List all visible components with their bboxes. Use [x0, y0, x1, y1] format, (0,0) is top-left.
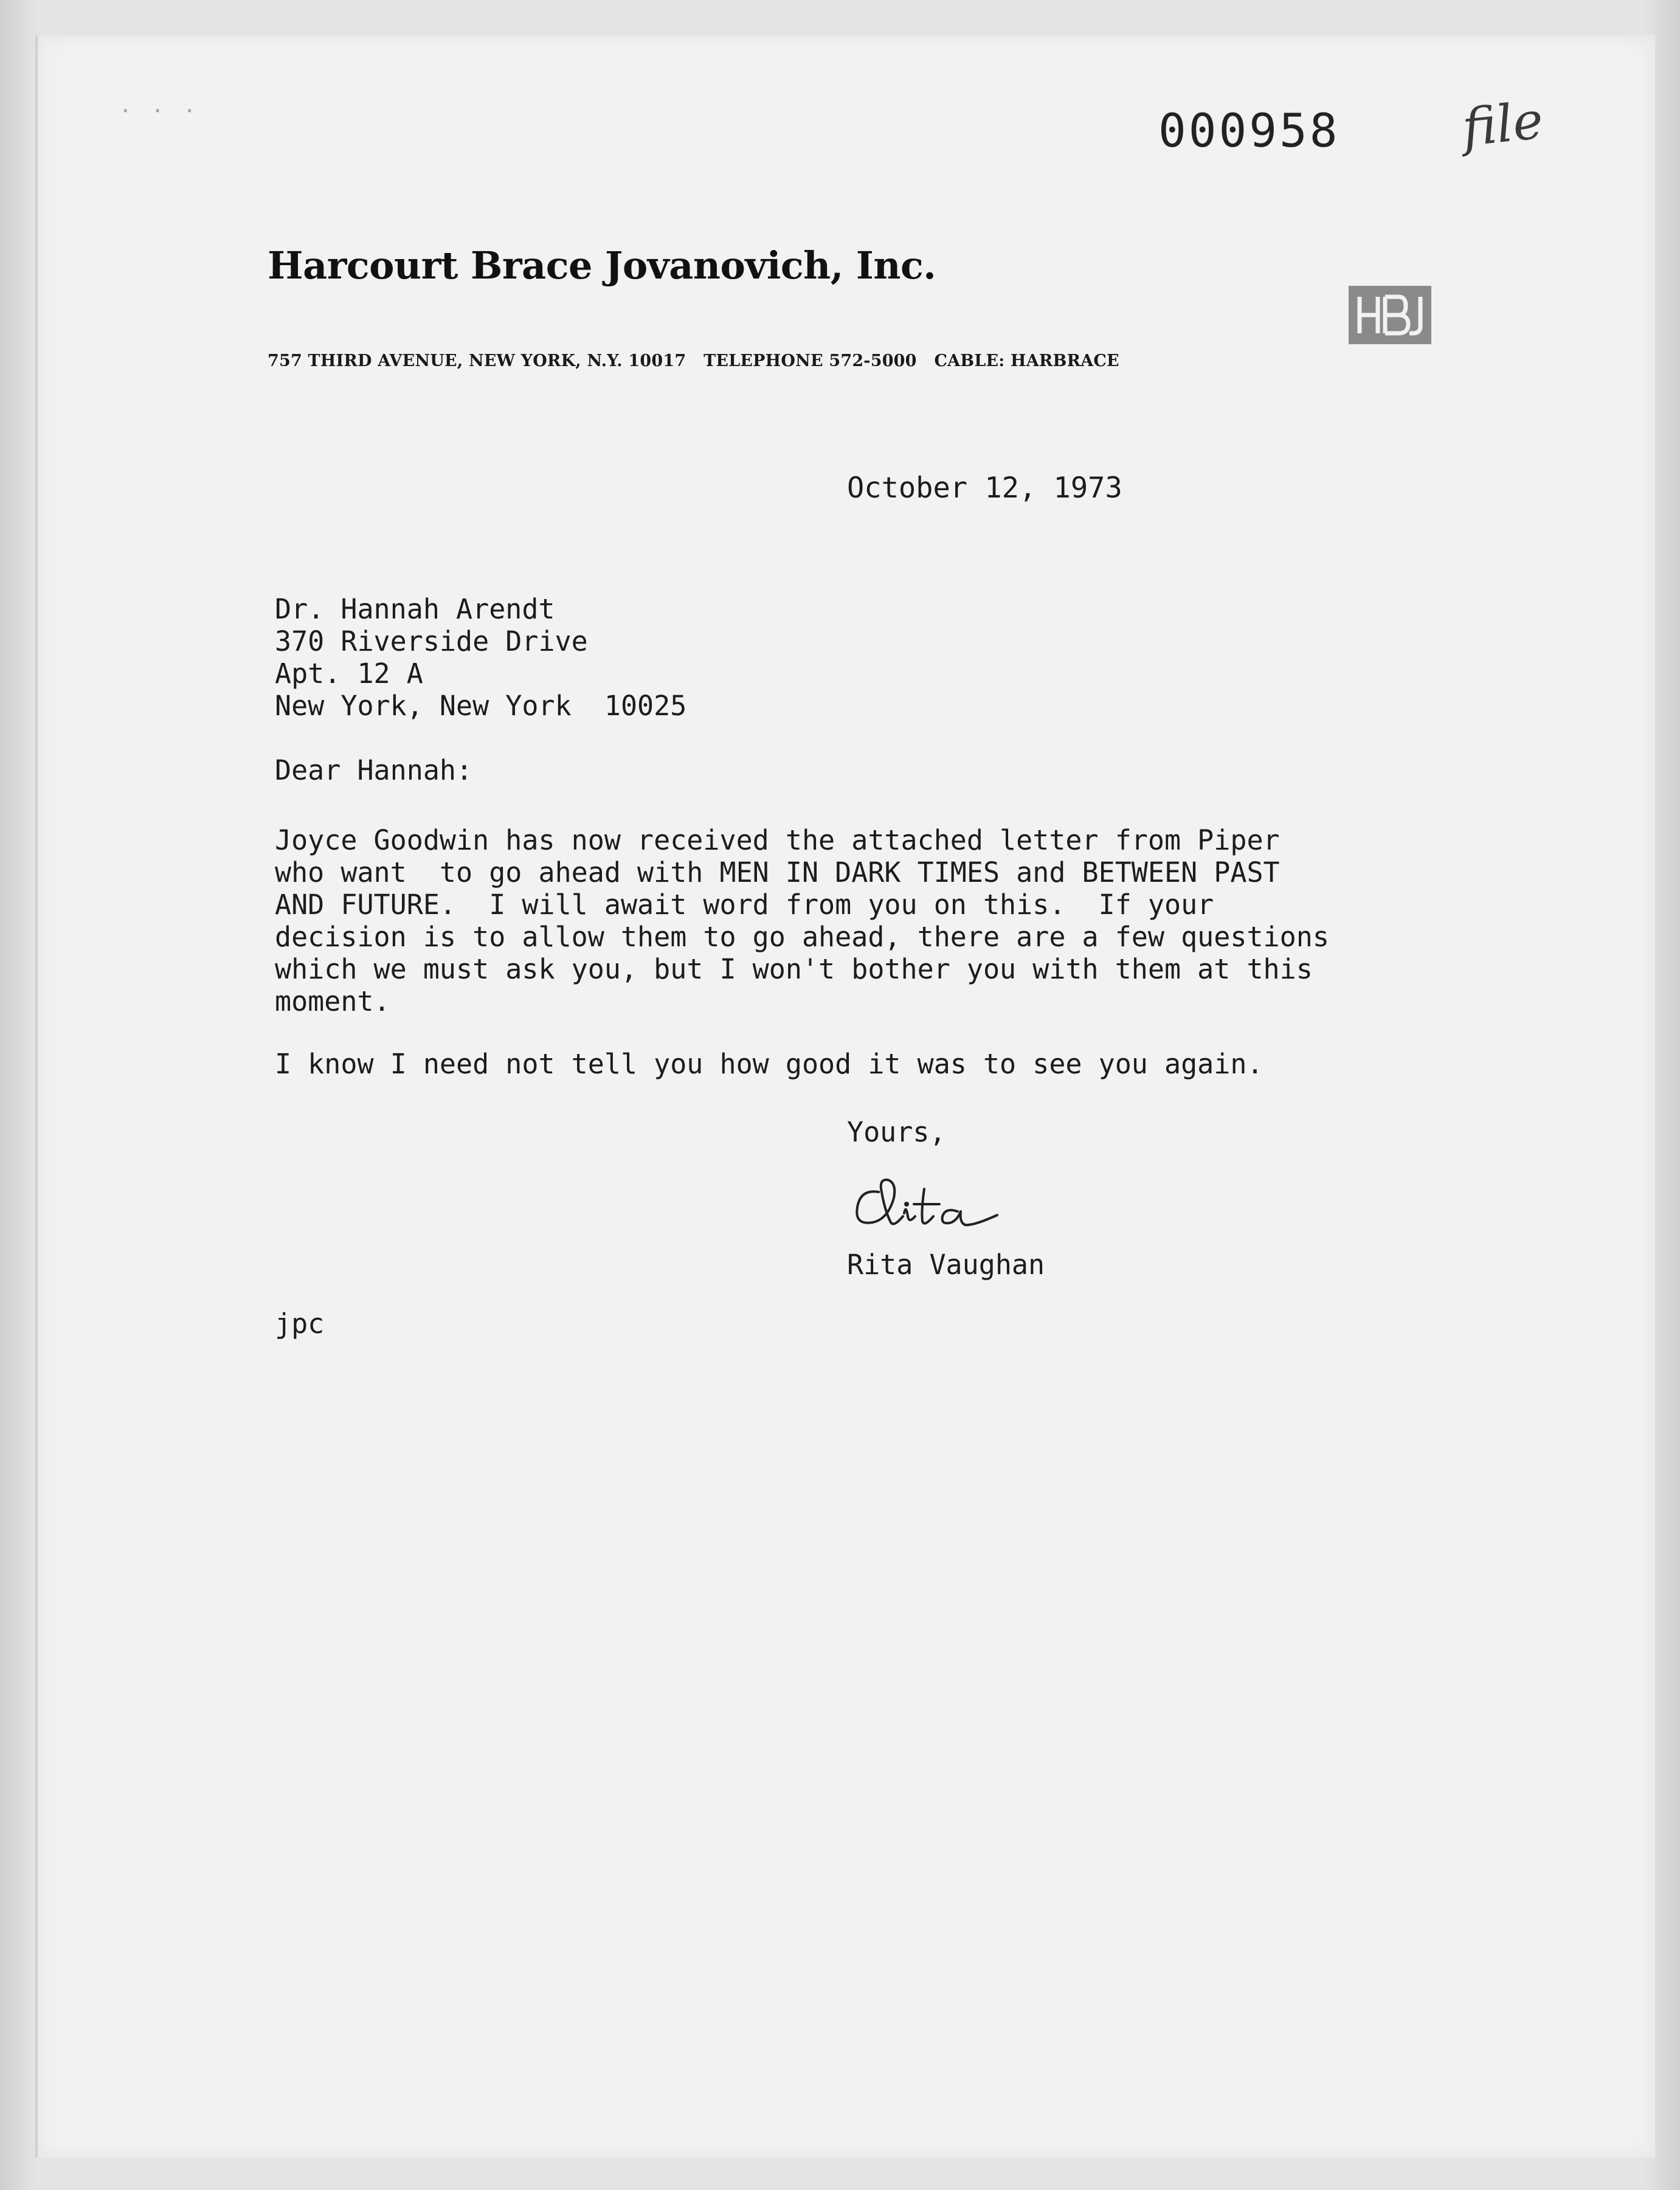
- body-line: decision is to allow them to go ahead, there are a few questions: [275, 921, 1329, 953]
- body-paragraph: [275, 824, 1329, 1017]
- document-number: 000958: [1158, 103, 1340, 158]
- recipient-line: 370 Riverside Drive: [275, 625, 588, 657]
- letterhead-address: 757 THIRD AVENUE, NEW YORK, N.Y. 10017 TELEPHONE 572-5000 CABLE: HARBRACE: [268, 352, 1119, 370]
- handwritten-signature: [836, 1156, 1018, 1247]
- recipient-address-block: [275, 593, 686, 722]
- recipient-line: New York, New York 10025: [275, 690, 687, 722]
- body-line: which we must ask you, but I won't bother you with them at this: [275, 953, 1313, 985]
- salutation: Dear Hannah:: [275, 754, 473, 786]
- signer-name: Rita Vaughan: [847, 1249, 1045, 1281]
- complimentary-closing: Yours,: [847, 1116, 946, 1148]
- recipient-line: Apt. 12 A: [275, 657, 423, 690]
- recipient-line: Dr. Hannah Arendt: [275, 593, 555, 625]
- handwritten-file-note: file: [1459, 90, 1546, 158]
- body-line: who want to go ahead with MEN IN DARK TIMES and BETWEEN PAST: [275, 856, 1280, 889]
- company-logo-icon: [1349, 286, 1431, 344]
- typist-initials: jpc: [275, 1308, 325, 1340]
- closing-paragraph: I know I need not tell you how good it was to see you again.: [275, 1048, 1263, 1080]
- letterhead-company-name: Harcourt Brace Jovanovich, Inc.: [268, 243, 936, 288]
- body-line: Joyce Goodwin has now received the attached letter from Piper: [275, 824, 1280, 856]
- body-line: AND FUTURE. I will await word from you on this. If your: [275, 889, 1214, 921]
- scan-artifact-dots: ···: [122, 97, 218, 125]
- letter-date: October 12, 1973: [847, 471, 1122, 505]
- body-line: moment.: [275, 985, 390, 1017]
